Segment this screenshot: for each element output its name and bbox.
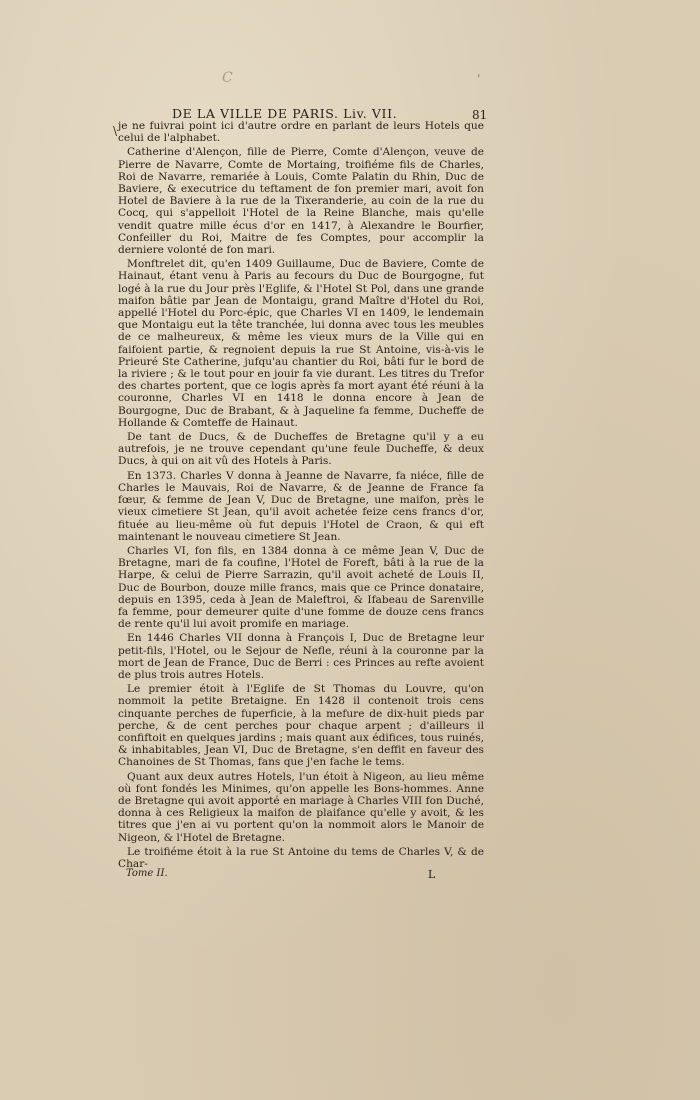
volume-label: Tome II. (126, 868, 168, 879)
signature-mark: L (428, 868, 436, 881)
body-text (118, 120, 484, 872)
paragraph: je ne fuivrai point ici d'autre ordre en parlant de leurs Hotels que celui de l'alphabet. (118, 120, 484, 145)
paragraph: Charles VI, fon fils, en 1384 donna à ce même Jean V, Duc de Bretagne, mari de fa coufine, l'Hotel de Foreft, bâti à la rue de la Harpe, & celui de Pierre Sarrazin, qu'il avoit acheté de Louis II, Duc de Bourbon, douze mille francs, mais que ce Prince donataire, depuis en 1395, ceda à Jean de Maleftroi, & Ifabeau de Sarenville fa femme, pour demeurer quite d'une fomme de douze cens francs de rente qu'il lui avoit promife en mariage. (118, 544, 484, 631)
paragraph: En 1446 Charles VII donna à François I, Duc de Bretagne leur petit-fils, l'Hotel, ou le Sejour de Nefle, réuni à la couronne par la mort de Jean de France, Duc de Berri : ces Princes au refte avoient de plus trois autres Hotels. (118, 632, 484, 681)
margin-mark: \ (113, 124, 118, 138)
paragraph: De tant de Ducs, & de Ducheffes de Bretagne qu'il y a eu autrefois, je ne trouve cependant qu'une feule Ducheffe, & deux Ducs, à qui on ait vû des Hotels à Paris. (118, 431, 484, 468)
paragraph: Le premier étoit à l'Eglife de St Thomas du Louvre, qu'on nommoit la petite Bretaigne. En 1428 il contenoit trois cens cinquante perches de fuperficie, à la mefure de dix-huit pieds par perche, & de cent perches pour chaque arpent ; d'ailleurs il confiftoit en quelques jardins ; mais quant aux édifices, tous ruinés, & inhabitables, Jean VI, Duc de Bretagne, s'en deffit en faveur des Chanoines de St Thomas, fans que j'en fache le tems. (118, 683, 484, 769)
page-footer (118, 868, 484, 886)
paragraph: Le troifiéme étoit à la rue St Antoine du tems de Charles V, & de Char- (118, 845, 484, 870)
page-number: 81 (472, 108, 488, 122)
paragraph: Monftrelet dit, qu'en 1409 Guillaume, Duc de Baviere, Comte de Hainaut, étant venu à Paris au fecours du Duc de Bourgogne, fut logé à la rue du Jour près l'Eglife, & l'Hotel St Pol, dans une grande maifon bâtie par Jean de Montaigu, grand Maître d'Hotel du Roi, appellé l'Hotel du Porc-épic, que Charles VI en 1409, le lendemain que Montaigu eut la tête tranchée, lui donna avec tous les meubles de ce malheureux, & même les vieux murs de la Ville qui en faifoient partie, & regnoient depuis la rue St Antoine, vis-à-vis le Prieuré Ste Catherine, jufqu'au chantier du Roi, bâti fur le bord de la riviere ; & le tout pour en jouir fa vie durant. Les titres du Trefor des chartes portent, que ce logis après fa mort ayant été réuni à la couronne, Charles VI en 1418 le donna encore à Jean de Bourgogne, Duc de Brabant, & à Jaqueline fa femme, Ducheffe de Hollande & Comteffe de Hainaut. (118, 258, 484, 429)
corner-mark: ' (477, 72, 481, 86)
running-head: DE LA VILLE DE PARIS. Liv. VII. (172, 106, 398, 121)
paragraph: En 1373. Charles V donna à Jeanne de Navarre, fa niéce, fille de Charles le Mauvais, Roi de Navarre, & de Jeanne de France fa fœur, & femme de Jean V, Duc de Bretagne, une maifon, près le vieux cimetiere St Jean, qu'il avoit achetée feize cens francs d'or, fituée au lieu-même où fut depuis l'Hotel de Craon, & qui eft maintenant le nouveau cimetiere St Jean. (118, 469, 484, 543)
paragraph: Catherine d'Alençon, fille de Pierre, Comte d'Alençon, veuve de Pierre de Navarre, Comte de Mortaing, troifiéme fils de Charles, Roi de Navarre, remariée à Louis, Comte Palatin du Rhin, Duc de Baviere, & executrice du teftament de fon premier mari, avoit fon Hotel de Baviere à la rue de la Tixeranderie, au coin de la rue du Cocq, qui s'appelloit l'Hotel de la Reine Blanche, mais qu'elle vendit quatre mille écus d'or en 1417, à Alexandre le Bourfier, Confeiller du Roi, Maitre de fes Comptes, pour accomplir la derniere volonté de fon mari. (118, 146, 484, 257)
pencil-mark: C (222, 70, 233, 86)
paragraph: Quant aux deux autres Hotels, l'un étoit à Nigeon, au lieu même où font fondés les Minimes, qu'on appelle les Bons-hommes. Anne de Bretagne qui avoit apporté en mariage à Charles VIII fon Duché, donna à ces Religieux la maifon de plaifance qu'elle y avoit, & les titres que j'en ai vu portent qu'on la nommoit alors le Manoir de Nigeon, & l'Hotel de Bretagne. (118, 770, 484, 844)
